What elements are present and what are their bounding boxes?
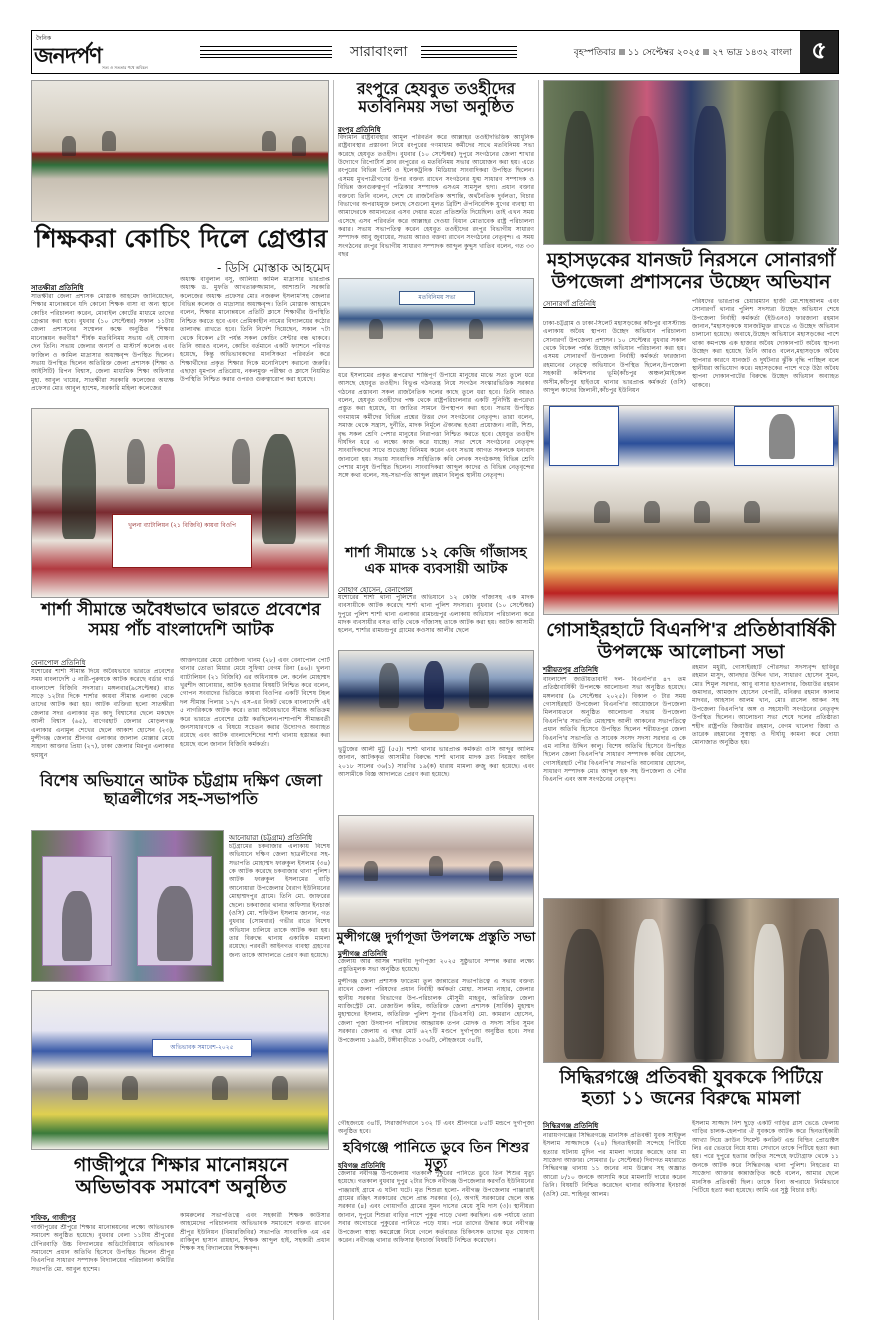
- body-chattogram: চট্টগ্রামের চকবাজার এলাকায় বিশেষ অভিযানে দক্ষিণ জেলা ছাত্রলীগের সহ-সভাপতি মোহাম্মদ ফারুকুল ইসলাম (৩৪) কে আটক করেছে চকবাজার থানা পুলিশ। আটক ফারুকুল ইসলামের বাড়ি আনোয়ারা উপজেলার বৈরাগ ইউনিয়নের মোহাম্মদপুর গ্রামে। তিনি মো. জাফরের ছেলে। চকবাজার থানার অফিসার ইনচার্জ (ওসি) মো. শফিউল ইসলাম জানান, গত বুধবার (সোমবার) গভীর রাতে বিশেষ অভিযান চালিয়ে তাকে আটক করা হয়। তার বিরুদ্ধে থানায় একাধিক মামলা রয়েছে। পরবর্তী আইনগত ব্যবস্থা গ্রহণের জন্য তাকে আদালতে প্রেরণ করা হয়েছে।: [229, 843, 330, 959]
- headline-rangpur: রংপুরে হেযবুত তওহীদের মতবিনিময় সভা অনুষ্ঠিত: [356, 79, 516, 117]
- body-rangpur-continued: ধরে ইসলামের প্রকৃত রূপরেখা শান্তিপূর্ণ উপায়ে মানুষের মাঝে সত্য তুলে ধরে আসছে হেযবুত তওহীদ। বিভুপ্ত গঠনতন্ত্র নিয়ে সংগঠন সংস্কারভিত্তিক সরকার গঠনের প্রস্তাবনা সকল রাজনৈতিক দলের কাছে তুলে ধরা হবে। তিনি আরও বলেন, হেযবুত তওহীদের পক্ষ থেকে রাষ্ট্রপরিচালনার একটি সুনির্দিষ্ট রূপরেখা প্রস্তুত করা হয়েছে, যা জাতির সামনে উপস্থাপন করা হবে। সভায় উপস্থিত গণমাধ্যম কর্মীদের বিভিন্ন প্রশ্নের উত্তর দেন সংগঠনের নেতৃবৃন্দ। তারা বলেন, সমাজ থেকে সন্ত্রাস, দুর্নীতি, মাদক নির্মূলে ঐক্যবদ্ধ হওয়া প্রয়োজন। নারী, শিশু, বৃদ্ধ সকল শ্রেণি পেশার মানুষের নিরাপত্তা নিশ্চিত করতে হবে। হেযবুত তওহীদ দীর্ঘদিন ধরে এ লক্ষ্যে কাজ করে যাচ্ছে। সভা শেষে সংগঠনের নেতৃবৃন্দ সাংবাদিকদের সাথে শুভেচ্ছা বিনিময় করেন এবং সভায় আগত সকলকে ধন্যবাদ জানানো হয়। সভায় সাংবাদিক সাহিত্যিক কবি লেখক সংগঠকসহ বিভিন্ন শ্রেণি পেশার মানুষ উপস্থিত ছিলেন। সাংবাদিকরা আব্দুল কাদের ও বিভিন্ন নেতৃবৃন্দের সঙ্গে কথা বলেন, সহ-সভাপতি আব্দুল রহমান বিলুপ্ত স্থানীয় নেতৃবৃন্দ।: [338, 372, 534, 480]
- byline-habiganj: হবিগঞ্জ প্রতিনিধি: [338, 1162, 386, 1170]
- logo-daily: দৈনিক: [36, 35, 52, 42]
- body-munshiganj: মুন্সীগঞ্জ জেলা প্রশাসক ফাতেমা তুল জান্নাতের সভাপতিত্বে এ সভায় বক্তব্য রাখেন জেলা পরিষদের প্রধান নির্বাহী কর্মকর্তা মোহা. সালমা নাহার, জেলার স্থানীয় সরকার বিভাগের উপ-পরিচালক মৌসুমী মাহবুব, অতিরিক্ত জেলা ম্যাজিস্ট্রেট মো. রেজাউল করিম, অতিরিক্ত জেলা প্রশাসক (সার্বিক) মুহাম্মদ মুহাম্মদের ইসলাম, অতিরিক্ত পুলিশ সুপার (ডিএসবি) মো. কামরান হোসেন, জেলা পূজা উদযাপন পরিষদের আহ্বায়ক তপন মোদক ও সদস্য সচিব সুমন সরকার। জেলায় এ বছর মোট ৬২৭টি মণ্ডপে দুর্গাপূজা অনুষ্ঠিত হবে। সদর উপজেলায় ১৯৯টি, টঙ্গীবাড়ীতে ১৩৬টি, লৌহজংয়ে ৩৪টি,: [338, 978, 534, 1044]
- photo-meeting-room: [31, 80, 329, 222]
- page-number: ৫: [800, 31, 838, 73]
- body-gazipur-right: কামরুলের সভাপতিত্বে এবং সহকারী শিক্ষক কাউসার আহমেদের পরিচালনায় অভিভাবক সমাবেশে বক্তব্য রাখেন শ্রীপুর ইউনিয়ন (বিমারজিবির) সভাপতি সাংবাদিক এম এম রাকিবুল হাসান রায়হান, শিক্ষক আব্দুল হাই, সহকারী প্রধান শিক্ষক সহ বিদ্যালয়ের শিক্ষকবৃন্দ।: [180, 1212, 330, 1253]
- body-sonargaon-left: ঢাকা-চট্টগ্রাম ও ঢাকা-সিলেট মহাসড়কের কাঁচপুর বাসস্ট্যান্ড এলাকায় অবৈধ স্থাপনা উচ্ছেদ অভিযান পরিচালনা সোনারগাঁ উপজেলা প্রশাসন। ১০ সেপ্টেম্বর বুধবার সকাল থেকে বিকেল পর্যন্ত উচ্ছেদ অভিযান পরিচালনা করা হয়। এসময় সোনারগাঁ উপজেলা নির্বাহী কর্মকর্তা ফারজানা রহমানের নেতৃত্বে অভিযানে উপস্থিত ছিলেন,উপজেলা সহকারী কমিশনার ভূমি(কাঁচপুর অঞ্চল)মাইকেল অসীম,কাঁচপুর হাইওয়ে থানার ভারপ্রাপ্ত কর্মকর্তা (ওসি) আব্দুল কাদের জিলানী,কাঁচপুর ইউনিয়ন: [543, 320, 686, 394]
- headline-siddhirganj: সিদ্ধিরগঞ্জে প্রতিবন্ধী যুবককে পিটিয়ে হত্যা ১১ জনের বিরুদ্ধে মামলা: [559, 1067, 823, 1109]
- lead-munshiganj: জেলায় আর আসন্ন শারদীয় দুর্গাপূজা ২০২৫ সুষ্ঠুভাবে সম্পন্ন করার লক্ষ্যে প্রস্তুতিমূলক সভা অনুষ্ঠিত হয়েছে।: [338, 958, 534, 974]
- masthead: [31, 30, 839, 74]
- body-sharsha-border-right: আক্তদারের মেয়ে রোজিনা খানম (২৮) এবং বেনাপোল পোর্ট থানার তোতা মিয়ার মেয়ে সুফিয়া বেগম রিনা (৪৬)। খুলনা ব্যাটালিয়ন (২১ বিজিবি) এর অধিনায়ক লে. কর্নেল মোহাম্মদ খুরশীদ আনোয়ার, আটক হওয়ার বিষয়টি নিশ্চিত করে বলেন, গোপন সংবাদের ভিত্তিতে কায়বা বিওপির একটি বিশেষ টহল দল সীমান্ত পিলার ১৭/৭ এস-এর নিকট থেকে বাংলাদেশি এই ৫ নাগরিককে আটক করে। তারা অবৈধভাবে সীমান্ত অতিক্রম করে ভারতে প্রবেশের চেষ্টা করছিলেন।পাশাপাশি সীমান্তবর্তী জনসাধারণকে এ বিষয়ে সচেতন করার উদ্যোগও অব্যাহত রয়েছে এবং আটক বাংলাদেশিদের শার্শা থানায় হস্তান্তর করা হয়েছে বলে জানান বিজিবি কর্মকর্তা।: [180, 657, 330, 748]
- byline-sonargaon: সোনারগাঁ প্রতিনিধি: [543, 300, 596, 308]
- byline-gosairhat: শরীয়তপুর প্রতিনিধি: [543, 666, 598, 674]
- logo-paper-name: জনদর্পণ: [34, 43, 102, 69]
- headline-gosairhat: গোসাইরহাটে বিএনপি'র প্রতিষ্ঠাবার্ষিকী উপলক্ষে আলোচনা সভা: [546, 619, 836, 663]
- photo-posters: [31, 830, 224, 982]
- photo-rangpur-press-meet: [338, 278, 534, 368]
- photo-bnp-event: [543, 405, 839, 615]
- headline-sharsha-ganja: শার্শা সীমান্তে ১২ কেজি গাঁজাসহ এক মাদক ব্যবসায়ী আটক: [345, 545, 527, 578]
- body-sharsha-ganja-continued: ভুট্টুজের আলী মুট্টু (৫৫)। শার্শা থানার ভারপ্রাপ্ত কর্মকর্তা ওসি আব্দুর আলিম জানান, আটককৃত আসামীর বিরুদ্ধে শার্শা থানায় মাদক দ্রব্য নিয়ন্ত্রণ আইন ২০১৮ সালের ৩৬(১) সারণির ১৯(ক) ধারায় মামলা রুজু করা হয়েছে। এবং আসামীকে বিজ্ঞ আদালতে প্রেরণ করা হয়েছে।: [338, 746, 534, 779]
- subhead-coaching: - ডিসি মোস্তাক আহমেদ: [216, 261, 330, 275]
- body-rangpur: বিদ্যমান রাষ্ট্রব্যবস্থার আমূল পরিবর্তন করে আল্লাহর তওহীদভিত্তিক আধুনিক রাষ্ট্রব্যবস্থার প্রস্তাবনা নিয়ে রংপুরের গণমাধ্যম কর্মীদের সাথে মতবিনিময় সভা করেছে হেযবুত তওহীদ। বুধবার (১০ সেপ্টেম্বর) দুপুরে সংগঠনের জেলা শাখার উদ্যোগে রিপোর্টার্স ক্লাব রংপুরের এ মতবিনিময় সভার আয়োজন করা হয়। এতে রংপুরের বিভিন্ন প্রিন্ট ও ইলেকট্রনিক মিডিয়ার সাংবাদিকরা উপস্থিত ছিলেন। এসময় মুখপাত্রীগণের উপর বক্তব্য রাখেন সংগঠনের যুগ্ম সাধারণ সম্পাদক ও বিভিন্ন জনগুরুত্বপূর্ণ পত্রিকার সম্পাদক এসএম সামসুল হুদা। প্রধান বক্তার বক্তব্যে তিনি বলেন, দেশে যে রাজনৈতিক অশান্তি, অর্থনৈতিক দুর্বলতা, বিচার বিভাগের অপরাধমুক্ত চলছে সেগুলো মূলত ব্রিটিশ ঔপনিবেশিক যুগের ব্যবস্থা যা আমাদেরকে আমানতের এসব দেয়ার মতো প্রতিশ্রুতি দিয়েছিল। তাই এখন সময় এসেছে এসব পরিবর্তন করে আল্লাহর দেওয়া বিধান মোতাবেক রাষ্ট্র পরিচালনা করার। সভায় সভাপতিত্ব করেন হেযবুত তওহীদের রংপুর বিভাগীয় সাধারণ সম্পাদক আবু জুবায়ের, সভায় আরও বক্তব্য রাখেন সংগঠনের নেতৃবৃন্দ। এ সময় সংগঠনের রংপুর বিভাগীয় সাধারণ সম্পাদক আব্দুল কুদ্দুস খাতিব বলেন, গত ৩৩ বছর: [338, 134, 534, 259]
- dateline: [521, 45, 800, 60]
- body-gazipur-left: গাজীপুরের শ্রীপুরে শিক্ষার মানোন্নয়নের লক্ষ্যে অভিভাবক সমাবেশ অনুষ্ঠিত হয়েছে। বুধবার বেলা ১১টায় শ্রীপুরের টেপিরবাড়ি উচ্চ বিদ্যালয়ের অডিটোরিয়ামে অভিভাবক সমাবেশে প্রধান অতিথি হিসেবে উপস্থিত ছিলেন শ্রীপুর বিএনপির সাধারণ সম্পাদক বিদ্যালয়ের পরিচালনা কমিটির সভাপতি মো. আবুল হাশেম।: [31, 1224, 174, 1273]
- byline-sharsha-border: বেনাপোল প্রতিনিধি: [31, 659, 86, 667]
- headline-coaching: শিক্ষকরা কোচিং দিলে গ্রেপ্তার: [34, 224, 328, 253]
- date-bangla: ২৭ ভাদ্র ১৪৩২ বাংলা: [712, 47, 792, 58]
- masthead-rule: [421, 46, 517, 58]
- photo-parents-assembly: [31, 990, 329, 1150]
- photo-eviction-officials: [543, 80, 839, 245]
- body-siddhirganj-right: ইসলাম সাজ্জাদ নিশ ছুড়ে একটি গাড়ির গ্লাস ভেঙে ফেলায় গাড়ির চালক-হেলপার ঐ যুবককে আটক করে ছিনতাইকারী আখ্যা দিয়ে ক্রাউন সিমেন্ট কনক্রিট এন্ড বিল্ডিং প্রোডাক্টস লিঃ এর ভেতরে নিয়ে যায়। সেখানে তাকে পিটিয়ে হত্যা করা হয়। পরে দুপুরে হত্যার জড়িত সন্দেহে ফটোগ্রাফ থেকে ১১ জনকে আটক করে সিদ্ধিরগঞ্জ থানা পুলিশ। নিহতের মা সাজেদা আক্তার কান্নাজড়িত কণ্ঠে বলেন, আমার ছেলে মানসিক প্রতিবন্ধী ছিল। তাকে বিনা অপরাধে নির্মমভাবে পিটিয়ে হত্যা করা হয়েছে। আমি এর সুষ্ঠু বিচার চাই।: [692, 1120, 839, 1194]
- headline-sharsha-border: শার্শা সীমান্তে অবৈধভাবে ভারতে প্রবেশের সময় পাঁচ বাংলাদেশি আটক: [41, 600, 321, 640]
- bgb-sign: খুলনা ব্যাটালিয়ন (২১ বিজিবি) কায়বা বিওপি: [112, 514, 252, 568]
- byline-coaching: সাতক্ষীরা প্রতিনিধি: [31, 284, 84, 292]
- weekday: বৃহস্পতিবার: [573, 47, 616, 58]
- photo-durga-meeting: [338, 815, 534, 927]
- photo-seized-ganja: [338, 650, 534, 742]
- photo-siddhirganj-accused: [543, 898, 839, 1063]
- body-coaching-left: সাতক্ষীরা জেলা প্রশাসক মোস্তাক আহমেদ জানিয়েছেন, শিক্ষার মানোন্নয়নে যদি কোনো শিক্ষক বাসা বা অন্য স্থানে কোচিং পরিচালনা করেন, মোবাইল কোর্টের মাধ্যমে তাদের গ্রেপ্তার করা হবে। বুধবার (১০ সেপ্টেম্বর) সকাল ১১টায় জেলা প্রশাসনের সম্মেলন কক্ষে অনুষ্ঠিত "শিক্ষার মানোন্নয়ন করণীয়" শীর্ষক মতবিনিময় সভায় এই ঘোষণা দেন তিনি। সভায় জেলার অনার্স ও মাস্টার্স কলেজ এবং ফাজিল ও কামিল মাদ্রাসার অধ্যক্ষবৃন্দ উপস্থিত ছিলেন। সভায় উপস্থিত ছিলেন অতিরিক্ত জেলা প্রশাসক (শিক্ষা ও আইসিটি) রিপন বিশ্বাস, জেলা মাধ্যমিক শিক্ষা অফিসার মুহা. আবুল খায়ের, সাতক্ষীরা সরকারি কলেজের অধ্যক্ষ প্রফেসর মোঃ আবুল হাশেম, সরকারি মহিলা কলেজের: [31, 293, 174, 392]
- assembly-banner: অভিভাবক সমাবেশ-২০২৫: [152, 1039, 252, 1057]
- body-sonargaon-right: পরিষদের ভারপ্রাপ্ত চেয়ারম্যান হাজী মো.শাহআলম এবং সোনারগাঁ থানার পুলিশ সদস্যরা উচ্ছেদ অভিযান শেষে উপজেলা নির্বাহী কর্মকর্তা (ইউএনও) ফারজানা রহমান জানান,"মহাসড়ককে যানজটমুক্ত রাখতে এ উচ্ছেদ অভিযান চালানো হয়েছে। অবাধে,উচ্ছেদ অভিযানে মহাসড়কের পাশে থাকা কমপক্ষে এক হাজার অবৈধ দোকানপাট অবৈধ স্থাপনা উচ্ছেদ করা হয়েছে তিনি আরও বলেন,মহাসড়কে অবৈধ স্থাপনার কারণে যানজট ও দুর্ঘটনার ঝুঁকি বৃদ্ধি পাচ্ছিল বলে স্থানীয়রা অভিযোগ করে। মহাসড়কের পাশে গড়ে উঠা অবৈধ স্থাপনা দোকানপাটের বিরুদ্ধে উচ্ছেদ অভিযান অব্যাহত থাকবে।: [692, 298, 839, 389]
- byline-sharsha-ganja: সোহাগ হোসেন, বেনাপোল: [338, 586, 413, 594]
- logo-tagline: সত্য ও সততার পথে অবিচল: [102, 65, 148, 70]
- byline-munshiganj: মুন্সীগঞ্জ প্রতিনিধি: [338, 950, 387, 958]
- body-sharsha-border-left: যশোরের শার্শা সীমান্ত দিয়ে অবৈধভাবে ভারতে প্রবেশের সময় বাংলাদেশি ৫ নারী-পুরুষকে আটক করেছে বর্ডার গার্ড বাংলাদেশ বিজিবি সদস্যরা। মঙ্গলবার(৯সেপ্টেম্বর) রাত সাড়ে ১২টার দিকে শার্শার কায়বা সীমান্ত এলাকা থেকে তাদের আটক করা হয়। আটক ব্যক্তিরা হলো সাতক্ষীরা জেলার সদর এলাকার মৃত কাদু বিশ্বাসের ছেলে মকছেদ আলী বিশ্বাস (৬৫), বাগেরহাট জেলার মোড়লগঞ্জ এলাকার এনামুল শেখের ছেলে আকাশ হোসেন (২৩), মুন্সীগঞ্জ জেলার শ্রীনগর এলাকার জালাল মোল্লার মেয়ে সাহানা আক্তার প্রিয়া (২৭), ঢাকা জেলার মিরপুর এলাকার হুমায়ুন: [31, 668, 174, 759]
- masthead-rule: [200, 46, 332, 58]
- column-divider: [538, 80, 539, 1320]
- body-siddhirganj-left: নারায়ণগঞ্জের সিদ্ধিরগঞ্জে মানসিক প্রতিবন্ধী যুবক সাইফুল ইসলাম সাজ্জাদকে (২৪) ছিনতাইকারী সন্দেহে পিটিয়ে হত্যার ঘটনায় মুদিন পর মামলা দায়ের করেছে তার মা সাজেদা আক্তার। সোমবার (৮ সেপ্টেম্বর) দিবাগত মধ্যরাতে সিদ্ধিরগঞ্জ থানায় ১১ জনের নাম উল্লেখ সহ অজ্ঞাত আরো ৮/১০ জনকে আসামি করে মামলাটি দায়ের করেন তিনি। বিষয়টি নিশ্চিত করেছেন থানার অফিসার ইনচার্জ (ওসি) মো. শাহিনূর আলম।: [543, 1132, 686, 1198]
- body-sharsha-ganja: যশোরের শার্শা থানা পুলিশের অভিযানে ১২ কেজি গাঁজাসহ এক মাদক ব্যবসায়ীকে আটক করেছে শার্শা থানা পুলিশ সদস্যরা। বুধবার (১০ সেপ্টেম্বর) দুপুরে পুলিশ শার্শা থানা এলাকার রামচন্দ্রপুর এলাকায় অভিযান পরিচালনা করে মাদক ব্যবসায়ীর বসত বাড়ি থেকে গাঁজাসহ তাকে আটক করা হয়। আটক আসামী হলেন, শার্শার রামচন্দ্রপুর গ্রামের কওসার আলীর ছেলে: [338, 594, 534, 635]
- paper-logo: [32, 31, 172, 73]
- date-gregorian: ১১ সেপ্টেম্বর ২০২৫: [627, 47, 701, 58]
- headline-habiganj: হবিগঞ্জে পানিতে ডুবে তিন শিশুর মৃত্যু: [342, 1140, 530, 1173]
- square-separator-icon: [703, 49, 709, 55]
- headline-gazipur: গাজীপুরে শিক্ষার মানোন্নয়নে অভিভাবক সমাবেশ অনুষ্ঠিত: [73, 1154, 289, 1198]
- column-divider: [333, 80, 334, 1320]
- byline-gazipur: শফিক, গাজীপুর: [31, 1214, 76, 1222]
- body-munshiganj-tail: গৌহজংয়ে ৩৪টি, সিরাজদিখানে ১৩২ টি এবং শ্রীনগরে ৮৫টি মন্ডপে দুর্গাপূজা অনুষ্ঠিত হবে।: [338, 1120, 534, 1136]
- square-separator-icon: [619, 49, 625, 55]
- body-habiganj: জেলার নবীগঞ্জ উপজেলায় গতকাল পুকুরের পানিতে ডুবে তিন শিশুর মৃত্যু হয়েছে। গতকাল বুধবার দুপুর ২টার দিকে নবীগঞ্জ উপজেলার করগাঁও ইউনিয়নের পাঞ্জারাই গ্রামে এ ঘটনা ঘটে। মৃত শিশুরা হলো- নবীগঞ্জ উপজেলার পাঞ্জারাই গ্রামের রঞ্জিৎ সরকারের ছেলে প্রান্ত সরকার (৩), অগাই সরকারের ছেলে অন্ত সরকার (৪) এবং গোয়াগাঁও গ্রামের সুমন দাসের মেয়ে সুমি দাস (৩)। স্থানীয়রা জানান, দুপুরে শিশুরা বাড়ির পাশে পুকুর পাড়ে খেলা করছিল। এক পর্যায়ে তারা সবার অগোচরে পুকুরের পানিতে পড়ে যায়। পরে তাদের উদ্ধার করে নবীগঞ্জ উপজেলা স্বাস্থ্য কমপ্লেক্সে নিয়ে গেলে কর্তব্যরত চিকিৎসক তাদের মৃত ঘোষণা করেন। নবীগঞ্জ থানার অফিসার ইনচার্জ বিষয়টি নিশ্চিত করেছেন।: [338, 1170, 534, 1244]
- headline-munshiganj: মুন্সীগঞ্জে দুর্গাপূজা উপলক্ষে প্রস্তুতি সভা: [336, 929, 536, 944]
- body-coaching-right: অধ্যক্ষ বাবুলাল বসু, আলিয়া কামিল মাদ্রাসার ভারপ্রাপ্ত অধ্যক্ষ ড. মুফতি আখতারুজ্জামান, আশাশুনি সরকারি কলেজের অধ্যক্ষ প্রফেসর মোঃ নজরুল ইসলাম'সহ জেলার বিভিন্ন কলেজ ও মাদ্রাসার অধ্যক্ষবৃন্দ। তিনি মোস্তাক আহমেদ বলেন, শিক্ষার মানোন্নয়নে প্রতিটি ক্লাসে শিক্ষার্থীর উপস্থিতি নিশ্চিত করতে হবে এবং প্রেমিকাহীন নামের বিদ্যালয়ের কঠোর তালাবদ্ধ রাখতে হবে। তিনি নির্দেশ দিয়েছেন, সকাল ৭টা থেকে বিকেল ৫টা পর্যন্ত সকল কোচিং সেন্টার বন্ধ থাকবে। তিনি আরও বলেন, কোচিং বর্তমানে একটি ফ্যাশনে পরিণত হয়েছে, কিন্তু অভিভাবকদের মানসিকতা পরিবর্তন করে শিক্ষার্থীদের প্রকৃত শিক্ষার দিকে মনোনিবেশ করানো জরুরি। এছাড়া ধূমপান প্রতিরোধ, নকলমুক্ত পরীক্ষা ও ক্লাসে নিয়মিত উপস্থিতি নিশ্চিত করার ওপরও গুরুত্বারোপ করা হয়েছে।: [180, 276, 330, 384]
- body-gosairhat-left: বাংলাদেশ জাতীয়তাবাদী দল- বিএনপি'র ৪৭ তম প্রতিষ্ঠাবার্ষিকী উপলক্ষে আলোচনা সভা অনুষ্ঠিত হয়েছে। মঙ্গলবার (৯ সেপ্টেম্বর ২০২৫)। বিকাল ৩ টার সময় গোসাইরহাট উপজেলা বিএনপি'র আয়োজনে উপজেলা মিলনায়তনে অনুষ্ঠিত আলোচনা সভায় উপজেলা বিএনপি'র সভাপতি মোহাম্মদ আলী আকনের সভাপতিত্বে প্রধান অতিথি হিসেবে উপস্থিত ছিলেন শরীয়তপুর জেলা বিএনপি'র সভাপতি ও সাবেক সংসদ সদস্য সরদার এ কে এম নাসির উদ্দিন কালু। বিশেষ অতিথি হিসেবে উপস্থিত ছিলেন জেলা বিএনপি'র সাধারণ সম্পাদক কবির হোসেন, গোসাইরহাট পৌর বিএনপি'র সভাপতি আনোয়ার হোসেন, সাধারণ সম্পাদক মোঃ আব্দুল হক সহ উপজেলা ও পৌর বিএনপি এবং অঙ্গ সংগঠনের নেতৃবৃন্দ।: [543, 676, 686, 784]
- section-name: সারাবাংলা: [350, 44, 408, 60]
- byline-rangpur: রংপুর প্রতিনিধি: [338, 126, 381, 134]
- headline-sonargaon: মহাসড়কের যানজট নিরসনে সোনারগাঁ উপজেলা প্রশাসনের উচ্ছেদ অভিযান: [546, 249, 836, 293]
- headline-chattogram: বিশেষ অভিযানে আটক চট্টগ্রাম দক্ষিণ জেলা ছাত্রলীগের সহ-সভাপতি: [39, 771, 323, 809]
- press-meet-banner: মতবিনিময় সভা: [399, 291, 475, 305]
- byline-siddhirganj: সিদ্ধিরগঞ্জ প্রতিনিধি: [543, 1122, 599, 1130]
- body-gosairhat-right: রহমান মধুরী, গোসাইরহাট পৌরসভা সদস্যবৃন্দ হাবিবুর রহমান মাসুদ, আনছার উদ্দিন খান, সাধারণ হোসেন সুমন, মোঃ শিমুল সরদার, আবু বাসার হাওলাদার, জিয়াউর রহমান জমাদার, আমজাদ হোসেন বেপারী, মনিরুর রহমান কালাম মাদবর, আহসান আলম খান, মোঃ রাসেল আকন সহ উপজেলা বিএনপি'র অঙ্গ ও সহযোগী সংগঠনের নেতৃবৃন্দ উপস্থিত ছিলেন। আলোচনা সভা শেষে দলের প্রতিষ্ঠাতা শহীদ রাষ্ট্রপতি জিয়াউর রহমান, বেগম খালেদা জিয়া ও তারেক রহমানের সুস্বাস্থ্য ও দীর্ঘায়ু কামনা করে দোয়া মোনাজাত অনুষ্ঠিত হয়।: [692, 664, 839, 747]
- byline-chattogram: আনোয়ারা (চট্টগ্রাম) প্রতিনিধি: [229, 834, 313, 842]
- photo-bgb-detainees: [31, 408, 329, 598]
